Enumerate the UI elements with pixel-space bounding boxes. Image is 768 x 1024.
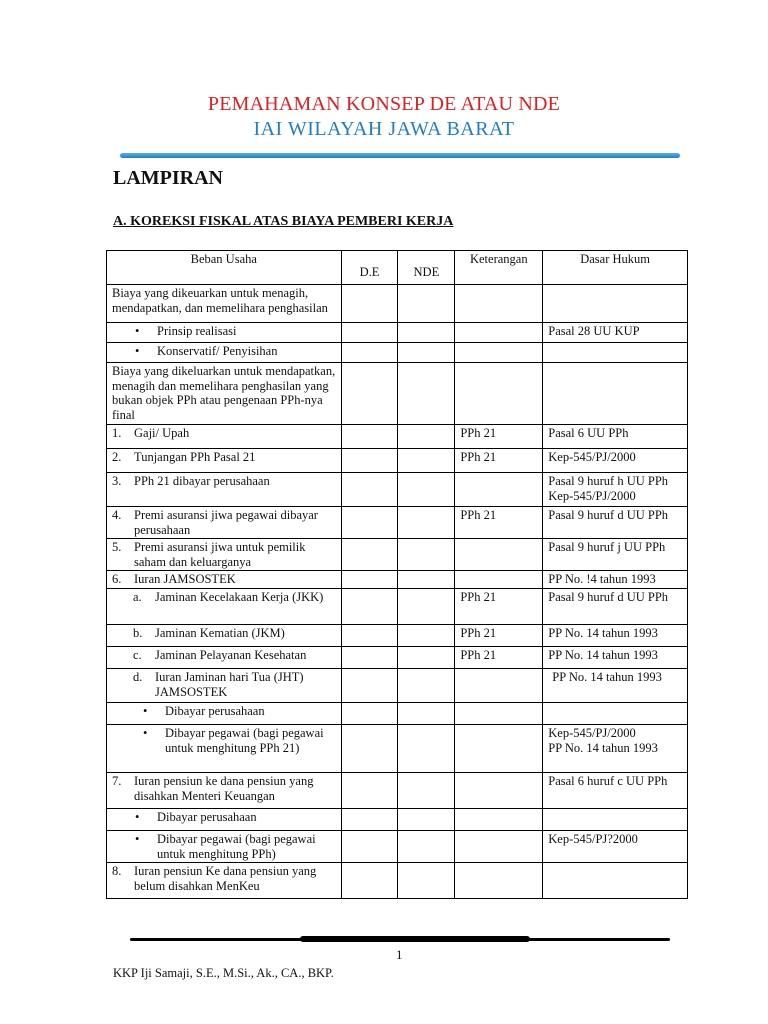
table-header-row — [107, 251, 688, 285]
dasar-cell: Pasal 9 huruf h UU PPh Kep-545/PJ/2000 — [543, 473, 688, 507]
table-row — [107, 363, 688, 425]
dasar-cell: Pasal 6 huruf c UU PPh — [543, 773, 688, 809]
beban-cell: • Dibayar pegawai (bagi pegawai untuk menghitung PPh 21) — [107, 725, 342, 773]
beban-cell: 1. Gaji/ Upah — [107, 425, 342, 449]
footer-divider-thick — [300, 936, 530, 942]
dasar-cell: PP No. 14 tahun 1993 — [543, 669, 688, 703]
title-divider — [120, 153, 680, 158]
table-row — [107, 773, 688, 809]
dasar-cell: Kep-545/PJ?2000 — [543, 831, 688, 863]
dasar-cell: Pasal 9 huruf d UU PPh — [543, 589, 688, 625]
beban-cell: 7. Iuran pensiun ke dana pensiun yang disahkan Menteri Keuangan — [107, 773, 342, 809]
table-row — [107, 343, 688, 363]
keterangan-cell: PPh 21 — [455, 507, 543, 539]
dasar-cell: Pasal 9 huruf j UU PPh — [543, 539, 688, 571]
page-number: 1 — [396, 947, 403, 962]
beban-cell: • Dibayar pegawai (bagi pegawai untuk menghitung PPh) — [107, 831, 342, 863]
beban-cell: a. Jaminan Kecelakaan Kerja (JKK) — [107, 589, 342, 625]
keterangan-cell: PPh 21 — [455, 625, 543, 647]
table-row — [107, 809, 688, 831]
table-row — [107, 589, 688, 625]
dasar-cell: PP No. 14 tahun 1993 — [543, 647, 688, 669]
dasar-cell: Pasal 9 huruf d UU PPh — [543, 507, 688, 539]
beban-cell: • Dibayar perusahaan — [107, 809, 342, 831]
header-de: D.E — [341, 251, 398, 285]
table-row — [107, 831, 688, 863]
beban-cell: b. Jaminan Kematian (JKM) — [107, 625, 342, 647]
table-row — [107, 449, 688, 473]
header-keterangan: Keterangan — [455, 251, 543, 285]
table-row — [107, 473, 688, 507]
table-row — [107, 539, 688, 571]
beban-cell: Biaya yang dikeluarkan untuk mendapatkan, menagih dan memelihara penghasilan yang bukan objek PPh atau pengenaan PPh-nya final — [107, 363, 342, 425]
dasar-cell: Pasal 6 UU PPh — [543, 425, 688, 449]
document-title: PEMAHAMAN KONSEP DE ATAU NDE — [207, 93, 561, 115]
beban-cell: 5. Premi asuransi jiwa untuk pemilik saham dan keluarganya — [107, 539, 342, 571]
header-nde: NDE — [398, 251, 455, 285]
table-row — [107, 725, 688, 773]
table-row — [107, 285, 688, 323]
table-row — [107, 669, 688, 703]
table-row — [107, 323, 688, 343]
keterangan-cell: PPh 21 — [455, 647, 543, 669]
section-heading: A. KOREKSI FISKAL ATAS BIAYA PEMBERI KERJA — [113, 214, 454, 229]
beban-cell: • Dibayar perusahaan — [107, 703, 342, 725]
beban-cell: 2. Tunjangan PPh Pasal 21 — [107, 449, 342, 473]
beban-cell: • Konservatif/ Penyisihan — [107, 343, 342, 363]
footer-text: KKP Iji Samaji, S.E., M.Si., Ak., CA., BKP. — [113, 966, 334, 980]
dasar-cell: PP No. 14 tahun 1993 — [543, 625, 688, 647]
header-dasar-hukum: Dasar Hukum — [543, 251, 688, 285]
dasar-cell: Kep-545/PJ/2000 — [543, 449, 688, 473]
dasar-cell: Kep-545/PJ/2000 PP No. 14 tahun 1993 — [543, 725, 688, 773]
table-row — [107, 703, 688, 725]
beban-cell: 8. Iuran pensiun Ke dana pensiun yang belum disahkan MenKeu — [107, 863, 342, 899]
beban-cell: 4. Premi asuransi jiwa pegawai dibayar perusahaan — [107, 507, 342, 539]
beban-cell: c. Jaminan Pelayanan Kesehatan — [107, 647, 342, 669]
table-row — [107, 863, 688, 899]
beban-cell: 6. Iuran JAMSOSTEK — [107, 571, 342, 589]
beban-cell: Biaya yang dikeuarkan untuk menagih, mendapatkan, dan memelihara penghasilan — [107, 285, 342, 323]
koreksi-fiskal-table — [106, 250, 688, 899]
table-row — [107, 625, 688, 647]
header-beban-usaha: Beban Usaha — [107, 251, 342, 285]
table-row — [107, 425, 688, 449]
beban-cell: 3. PPh 21 dibayar perusahaan — [107, 473, 342, 507]
lampiran-heading: LAMPIRAN — [113, 167, 223, 189]
table-row — [107, 571, 688, 589]
document-subtitle: IAI WILAYAH JAWA BARAT — [253, 118, 515, 140]
table-row — [107, 507, 688, 539]
dasar-cell: Pasal 28 UU KUP — [543, 323, 688, 343]
beban-cell: d. Iuran Jaminan hari Tua (JHT) JAMSOSTEK — [107, 669, 342, 703]
keterangan-cell: PPh 21 — [455, 449, 543, 473]
table-row — [107, 647, 688, 669]
beban-cell: • Prinsip realisasi — [107, 323, 342, 343]
keterangan-cell: PPh 21 — [455, 425, 543, 449]
dasar-cell: PP No. !4 tahun 1993 — [543, 571, 688, 589]
keterangan-cell: PPh 21 — [455, 589, 543, 625]
